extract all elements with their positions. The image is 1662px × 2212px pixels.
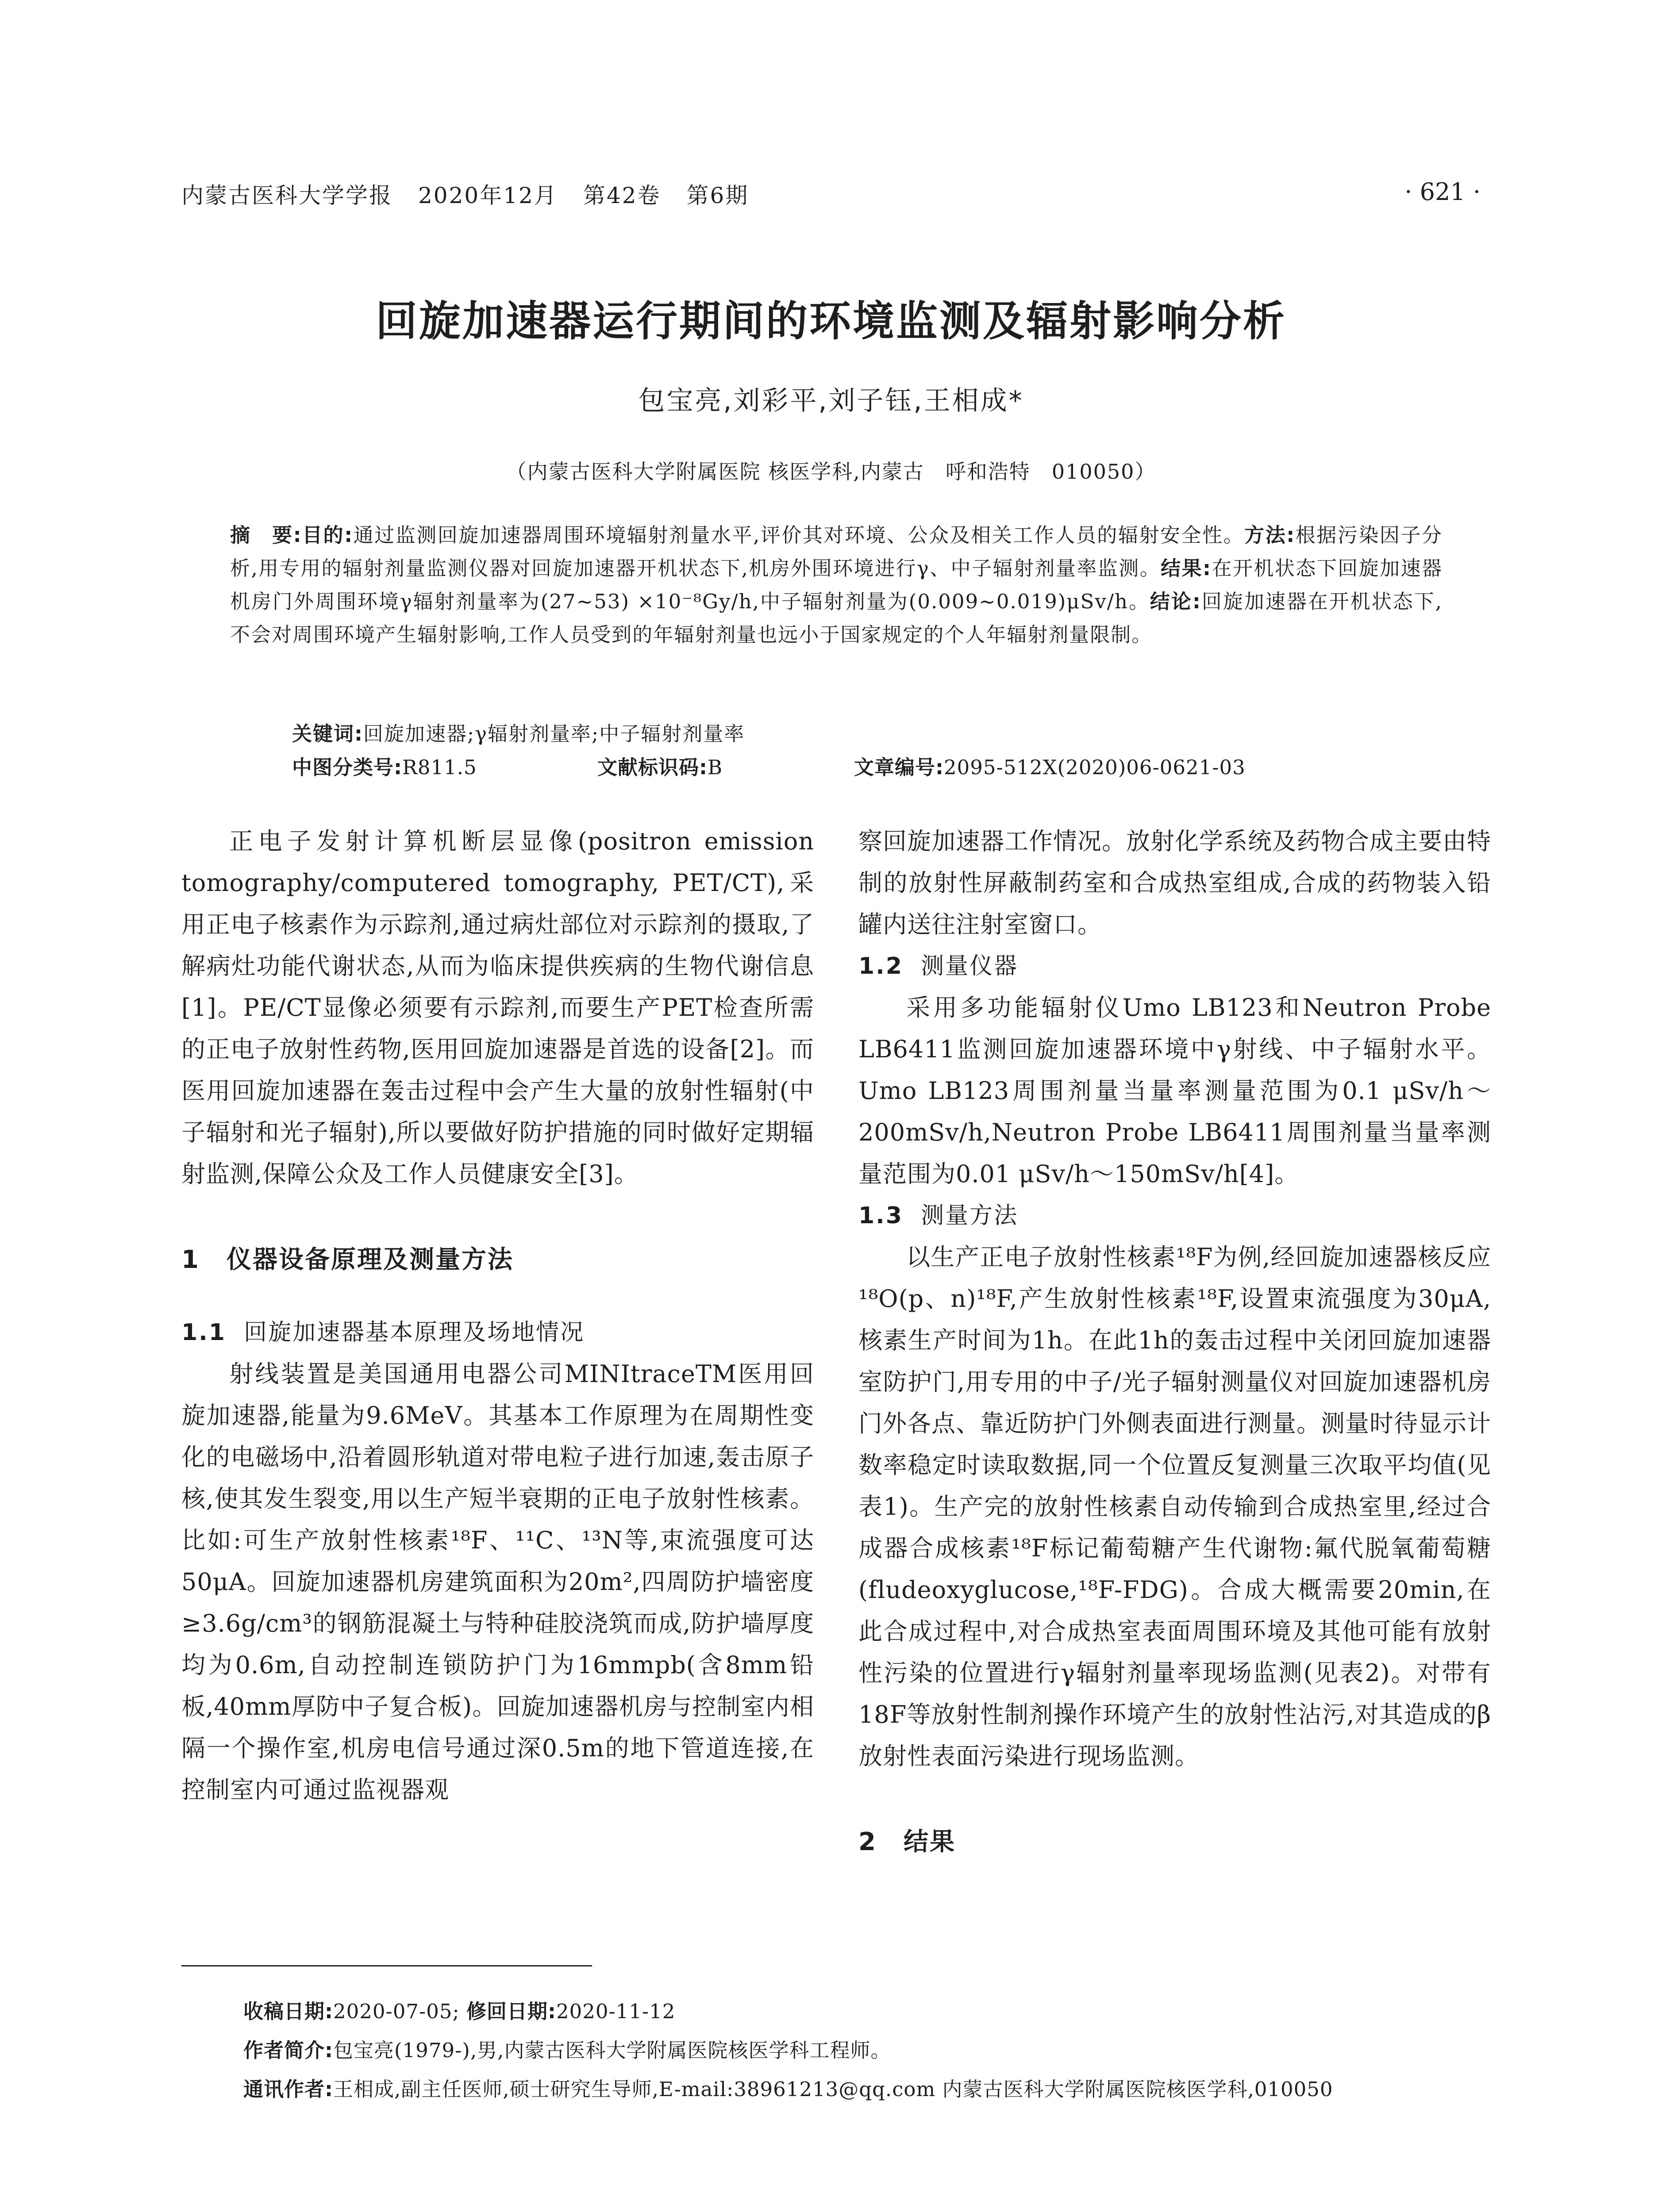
classification-line <box>292 751 1246 780</box>
section-1-2-title: 测量仪器 <box>921 953 1019 979</box>
section-1-1-number: 1.1 <box>181 1319 227 1346</box>
article-number-value: 2095-512X(2020)06-0621-03 <box>944 756 1246 779</box>
footnote-corresponding-author <box>243 2073 1333 2102</box>
conclusion-label: 结论: <box>1150 590 1201 613</box>
keywords-label: 关键词: <box>292 722 363 745</box>
method-label: 方法: <box>1244 523 1296 547</box>
doc-code-label: 文献标识码: <box>597 756 708 779</box>
bio-label: 作者简介: <box>243 2039 333 2062</box>
section-1-1-heading <box>181 1312 814 1353</box>
conclusion-text: 回旋加速器在开机状态下,不会对周围环境产生辐射影响,工作人员受到的年辐射剂量也远小于国家规定的个人年辐射剂量限制。 <box>230 590 1443 646</box>
section-2-number: 2 <box>858 1828 877 1856</box>
corresponding-label: 通讯作者: <box>243 2078 333 2101</box>
purpose-text: 通过监测回旋加速器周围环境辐射剂量水平,评价其对环境、公众及相关工作人员的辐射安全性。 <box>353 523 1245 547</box>
article-number-label: 文章编号: <box>854 756 944 779</box>
section-1-3-title: 测量方法 <box>921 1202 1019 1229</box>
paper-title: 回旋加速器运行期间的环境监测及辐射影响分析 <box>375 297 1286 346</box>
abstract <box>230 518 1443 651</box>
result-label: 结果: <box>1161 557 1212 580</box>
section-1-3-number: 1.3 <box>858 1202 904 1229</box>
intro-paragraph: 正电子发射计算机断层显像(positron emission tomography/computered tomography, PET/CT),采用正电子核素作为示踪剂,通过病灶部位对示踪剂的摄取,了解病灶功能代谢状态,从而为临床提供疾病的生物代谢信息[1]。PE/CT显像必须要有示踪剂,而要生产PET检查所需的正电子放射性药物,医用回旋加速器是首选的设备[2]。而医用回旋加速器在轰击过程中会产生大量的放射性辐射(中子辐射和光子辐射),所以要做好防护措施的同时做好定期辐射监测,保障公众及工作人员健康安全[3]。 <box>181 827 814 1188</box>
section-1-2-paragraph: 采用多功能辐射仪Umo LB123和Neutron Probe LB6411监测回旋加速器环境中γ射线、中子辐射水平。Umo LB123周围剂量当量率测量范围为0.1 μSv/h～200mSv/h,Neutron Probe LB6411周围剂量当量率测量范围为0.01 μSv/h～150mSv/h[4]。 <box>858 994 1491 1188</box>
journal-name: 内蒙古医科大学学报 <box>181 183 392 208</box>
section-2-title: 结果 <box>903 1828 956 1856</box>
issue: 第6期 <box>686 183 749 208</box>
page-number: · 621 · <box>1404 178 1481 206</box>
purpose-label: 目的: <box>302 523 354 547</box>
method-text: 根据污染因子分析,用专用的辐射剂量监测仪器对回旋加速器开机状态下,机房外围环境进行γ、中子辐射剂量率监测。 <box>230 523 1443 580</box>
section-1-1-paragraph: 射线装置是美国通用电器公司MINItraceTM医用回旋加速器,能量为9.6MeV。其基本工作原理为在周期性变化的电磁场中,沿着圆形轨道对带电粒子进行加速,轰击原子核,使其发生裂变,用以生产短半衰期的正电子放射性核素。比如:可生产放射性核素¹⁸F、¹¹C、¹³N等,束流强度可达50μA。回旋加速器机房建筑面积为20m²,四周防护墙密度≥3.6g/cm³的钢筋混凝土与特种硅胶浇筑而成,防护墙厚度均为0.6m,自动控制连锁防护门为16mmpb(含8mm铅板,40mm厚防中子复合板)。回旋加速器机房与控制室内相隔一个操作室,机房电信号通过深0.5m的地下管道连接,在控制室内可通过监视器观 <box>181 1360 814 1804</box>
section-1-heading <box>181 1239 814 1281</box>
left-column <box>181 821 814 1811</box>
section-1-3-heading <box>858 1195 1491 1237</box>
section-1-2-number: 1.2 <box>858 953 904 979</box>
running-head <box>181 178 774 210</box>
bio-text: 包宝亮(1979-),男,内蒙古医科大学附属医院核医学科工程师。 <box>333 2039 891 2062</box>
footnote-author-bio <box>243 2034 891 2063</box>
section-2-heading <box>858 1821 1491 1863</box>
clc-value: R811.5 <box>402 756 477 779</box>
section-1-2-heading <box>858 945 1491 987</box>
issue-date: 2020年12月 <box>418 183 558 208</box>
footnote-dates <box>243 1995 675 2024</box>
section-1-3-paragraph: 以生产正电子放射性核素¹⁸F为例,经回旋加速器核反应¹⁸O(p、n)¹⁸F,产生放射性核素¹⁸F,设置束流强度为30μA,核素生产时间为1h。在此1h的轰击过程中关闭回旋加速器室防护门,用专用的中子/光子辐射测量仪对回旋加速器机房门外各点、靠近防护门外侧表面进行测量。测量时待显示计数率稳定时读取数据,同一个位置反复测量三次取平均值(见表1)。生产完的放射性核素自动传输到合成热室里,经过合成器合成核素¹⁸F标记葡萄糖产生代谢物:氟代脱氧葡萄糖(fludeoxyglucose,¹⁸F-FDG)。合成大概需要20min,在此合成过程中,对合成热室表面周围环境及其他可能有放射性污染的位置进行γ辐射剂量率现场监测(见表2)。对带有18F等放射性制剂操作环境产生的放射性沾污,对其造成的β放射性表面污染进行现场监测。 <box>858 1243 1491 1770</box>
section-1-number: 1 <box>181 1245 200 1274</box>
received-date: 2020-07-05; <box>333 2000 460 2023</box>
abstract-label: 摘 要: <box>230 523 302 547</box>
keywords <box>292 718 745 746</box>
received-label: 收稿日期: <box>243 2000 333 2023</box>
section-1-1-continuation: 察回旋加速器工作情况。放射化学系统及药物合成主要由特制的放射性屏蔽制药室和合成热室组成,合成的药物装入铅罐内送往注射室窗口。 <box>858 827 1491 938</box>
authors: 包宝亮,刘彩平,刘子钰,王相成* <box>638 385 1024 416</box>
affiliation: （内蒙古医科大学附属医院 核医学科,内蒙古 呼和浩特 010050） <box>506 460 1156 484</box>
section-1-1-title: 回旋加速器基本原理及场地情况 <box>244 1319 585 1346</box>
keywords-text: 回旋加速器;γ辐射剂量率;中子辐射剂量率 <box>363 722 745 745</box>
result-text: 在开机状态下回旋加速器机房门外周围环境γ辐射剂量率为(27~53) ×10⁻⁸Gy/h,中子辐射剂量为(0.009~0.019)μSv/h。 <box>230 557 1443 613</box>
revised-label: 修回日期: <box>466 2000 556 2023</box>
clc-label: 中图分类号: <box>292 756 402 779</box>
corresponding-text: 王相成,副主任医师,硕士研究生导师,E-mail:38961213@qq.com 内蒙古医科大学附属医院核医学科,010050 <box>333 2078 1333 2101</box>
footnote-divider <box>181 1965 592 1966</box>
doc-code-value: B <box>708 756 723 779</box>
revised-date: 2020-11-12 <box>556 2000 676 2023</box>
volume: 第42卷 <box>583 183 661 208</box>
right-column <box>858 821 1491 1863</box>
section-1-title: 仪器设备原理及测量方法 <box>226 1245 514 1274</box>
